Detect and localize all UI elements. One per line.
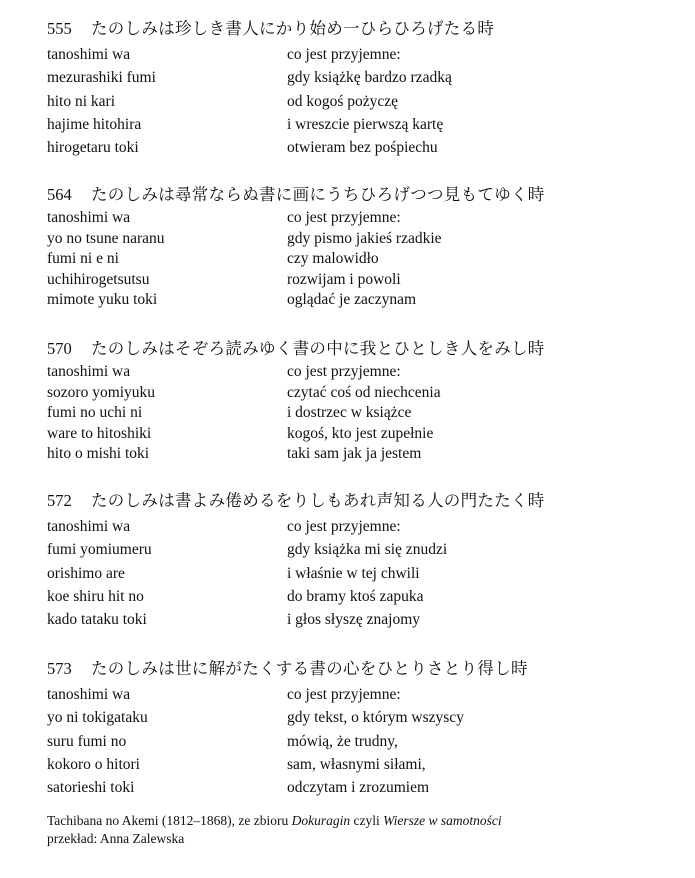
attribution-line (47, 812, 502, 830)
poem-number: 570 (47, 339, 72, 358)
verse-line (47, 66, 647, 89)
romaji-text: kado tataku toki (47, 611, 147, 629)
polish-text: czy malowidło (287, 250, 379, 267)
romaji-text: hajime hitohira (47, 115, 142, 133)
romaji-text: fumi ni e ni (47, 250, 119, 267)
polish-text: co jest przyjemne: (287, 363, 401, 380)
romaji-text: tanoshimi wa (47, 686, 131, 703)
poem-heading (47, 336, 647, 362)
poem-564 (47, 182, 647, 311)
collection-title: Dokuragin (291, 813, 351, 828)
polish-text: co jest przyjemne: (287, 518, 401, 535)
polish-text: taki sam jak ja jestem (287, 445, 422, 462)
romaji-text: tanoshimi wa (47, 46, 131, 63)
verse-line (47, 270, 647, 291)
polish-text: odczytam i zrozumiem (287, 779, 430, 797)
polish-text: kogoś, kto jest zupełnie (287, 424, 434, 442)
verse-line (47, 290, 647, 311)
romaji-text: tanoshimi wa (47, 363, 131, 380)
poem-heading (47, 488, 647, 514)
polish-text: oglądać je zaczynam (287, 291, 417, 308)
poem-number: 555 (47, 19, 72, 38)
verse-line (47, 383, 647, 404)
romaji-text: koe shiru hit no (47, 587, 144, 605)
poem-573 (47, 656, 647, 799)
romaji-text: mimote yuku toki (47, 291, 158, 308)
romaji-text: orishimo are (47, 564, 125, 582)
verse-line (47, 136, 647, 159)
polish-text: czytać coś od niechcenia (287, 383, 441, 401)
polish-text: rozwijam i powoli (287, 270, 401, 288)
romaji-text: hito ni kari (47, 92, 116, 110)
source-credit (47, 812, 502, 848)
verse-line (47, 229, 647, 250)
polish-text: i właśnie w tej chwili (287, 564, 420, 582)
verse-line (47, 403, 647, 424)
romaji-text: kokoro o hitori (47, 755, 140, 773)
verse-line (47, 444, 647, 465)
verse-line (47, 90, 647, 113)
polish-text: i wreszcie pierwszą kartę (287, 115, 444, 133)
japanese-verse: たのしみは世に解がたくする書の心をひとりさとり得し時 (91, 659, 528, 678)
verse-line (47, 424, 647, 445)
japanese-verse: たのしみは尋常ならぬ書に画にうちひろげつつ見もてゆく時 (91, 185, 545, 204)
verse-line (47, 515, 647, 538)
polish-text: mówią, że trudny, (287, 732, 398, 750)
polish-text: sam, własnymi siłami, (287, 755, 426, 773)
romaji-text: tanoshimi wa (47, 209, 131, 226)
romaji-text: fumi yomiumeru (47, 541, 152, 559)
japanese-verse: たのしみはそぞろ読みゆく書の中に我とひとしき人をみし時 (91, 339, 545, 358)
polish-text: do bramy ktoś zapuka (287, 587, 424, 605)
verse-line (47, 362, 647, 383)
verse-line (47, 753, 647, 776)
romaji-text: ware to hitoshiki (47, 424, 152, 442)
verse-line (47, 585, 647, 608)
verse-line (47, 43, 647, 66)
polish-text: co jest przyjemne: (287, 209, 401, 226)
japanese-verse: たのしみは書よみ倦めるをりしもあれ声知る人の門たたく時 (91, 491, 545, 510)
romaji-text: hito o mishi toki (47, 445, 150, 462)
poem-555 (47, 16, 647, 159)
romaji-text: yo no tsune naranu (47, 229, 165, 247)
polish-text: co jest przyjemne: (287, 686, 401, 703)
romaji-text: yo ni tokigataku (47, 709, 148, 727)
poem-572 (47, 488, 647, 631)
translator-line: przekład: Anna Zalewska (47, 831, 185, 846)
verse-line (47, 113, 647, 136)
romaji-text: fumi no uchi ni (47, 404, 143, 421)
verse-line (47, 730, 647, 753)
verse-line (47, 562, 647, 585)
verse-line (47, 608, 647, 631)
credit-middle: czyli (350, 813, 384, 828)
romaji-text: mezurashiki fumi (47, 69, 156, 87)
romaji-text: suru fumi no (47, 732, 127, 750)
polish-text: od kogoś pożyczę (287, 92, 399, 110)
polish-text: gdy pismo jakieś rzadkie (287, 229, 442, 247)
verse-line (47, 249, 647, 270)
polish-text: i dostrzec w książce (287, 404, 412, 421)
romaji-text: uchihirogetsutsu (47, 270, 150, 288)
poem-number: 573 (47, 659, 72, 678)
poem-570 (47, 336, 647, 465)
poem-heading (47, 656, 647, 682)
romaji-text: sozoro yomiyuku (47, 383, 156, 401)
verse-line (47, 208, 647, 229)
poem-number: 564 (47, 185, 72, 204)
polish-text: otwieram bez pośpiechu (287, 139, 438, 157)
polish-text: gdy książkę bardzo rzadką (287, 69, 452, 87)
verse-line (47, 538, 647, 561)
romaji-text: satorieshi toki (47, 779, 135, 797)
verse-line (47, 706, 647, 729)
verse-line (47, 776, 647, 799)
polish-text: gdy książka mi się znudzi (287, 541, 448, 559)
japanese-verse: たのしみは珍しき書人にかり始め一ひらひろげたる時 (91, 19, 495, 38)
polish-text: co jest przyjemne: (287, 46, 401, 63)
polish-text: i głos słyszę znajomy (287, 611, 421, 629)
romaji-text: tanoshimi wa (47, 518, 131, 535)
poem-number: 572 (47, 491, 72, 510)
romaji-text: hirogetaru toki (47, 139, 139, 157)
polish-text: gdy tekst, o którym wszyscy (287, 709, 464, 727)
poem-heading (47, 16, 647, 42)
poem-heading (47, 182, 647, 208)
credit-prefix: Tachibana no Akemi (1812–1868), ze zbioru (47, 813, 292, 828)
verse-line (47, 683, 647, 706)
collection-translation: Wiersze w samotności (383, 813, 502, 828)
